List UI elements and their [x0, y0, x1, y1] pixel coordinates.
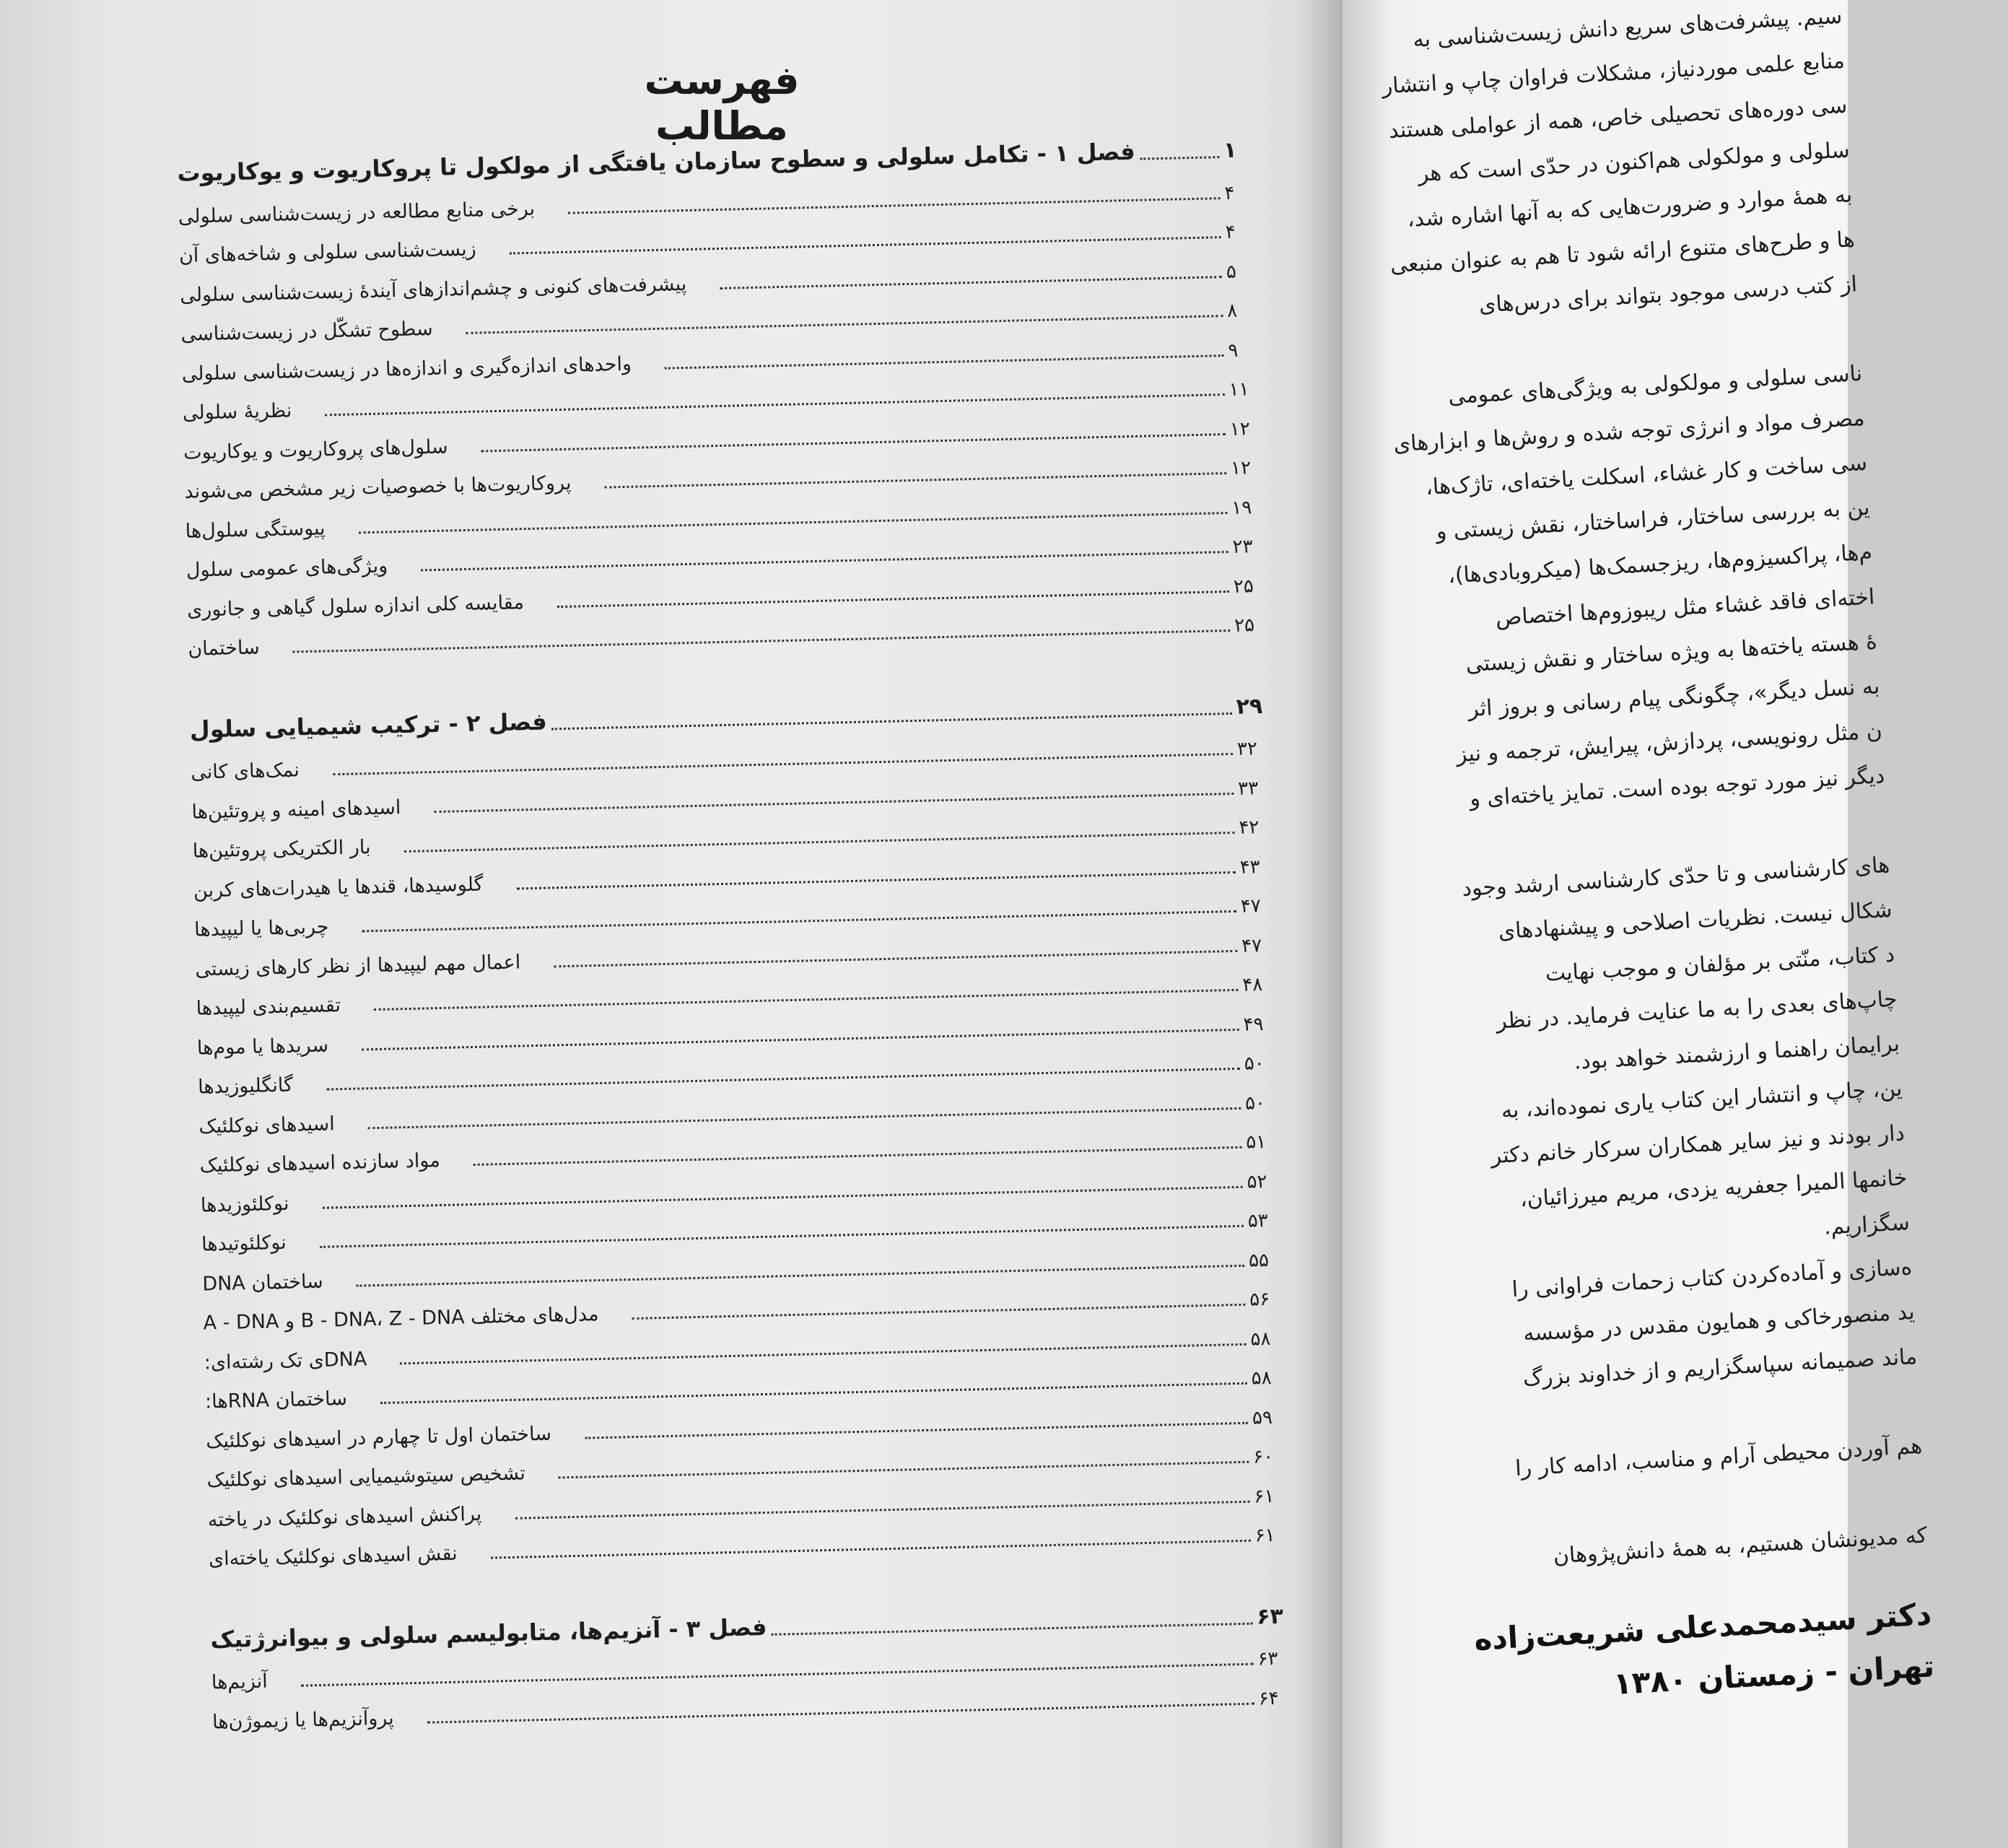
toc-page-number: ۴	[1224, 182, 1235, 204]
toc-page-number: ۱۲	[1230, 457, 1252, 479]
toc-page-number: ۵۶	[1249, 1289, 1270, 1311]
toc-entry-title: پیشرفت‌های کنونی و چشم‌اندازهای آیندهٔ زیست‌شناسی سلولی	[179, 272, 687, 307]
preface-line: شکال نیست. نظریات اصلاحی و پیشنهادهای	[1497, 897, 1893, 945]
toc-entry-title: سریدها یا موم‌ها	[196, 1033, 329, 1060]
toc-entry-title: ساختمان	[188, 636, 261, 661]
toc-dot-leader	[517, 871, 1236, 889]
toc-entry-title: اعمال مهم لیپیدها از نظر کارهای زیستی	[195, 950, 521, 981]
toc-dot-leader	[568, 197, 1220, 214]
toc-entry-title: ساختمان RNAها:	[204, 1387, 348, 1413]
preface-text	[1381, 0, 2008, 1845]
preface-line: ین به بررسی ساختار، فراساختار، نقش زیستی و	[1435, 494, 1871, 545]
signature-name: دکتر سیدمحمدعلی شریعت‌زاده	[1473, 1596, 1933, 1657]
toc-entry-title: مدل‌های مختلف B - DNA، Z - DNA و A - DNA	[203, 1303, 599, 1335]
toc-entry-title: سلول‌های پروکاریوت و یوکاریوت	[183, 435, 448, 464]
toc-page-number: ۶۱	[1254, 1485, 1275, 1508]
toc-entry-title: پراکنش اسیدهای نوکلئیک در یاخته	[207, 1502, 482, 1531]
preface-line: چاپ‌های بعدی را به ما عنایت فرماید. در نظر	[1496, 986, 1898, 1034]
toc-dot-leader	[515, 1500, 1249, 1519]
preface-line: سیم. پیشرفت‌های سریع دانش زیست‌شناسی به	[1412, 3, 1843, 53]
signature-place-date: تهران - زمستان ۱۳۸۰	[1612, 1648, 1936, 1701]
toc-dot-leader	[554, 949, 1237, 967]
toc-entry-title: سطوح تشکّل در زیست‌شناسی	[180, 317, 433, 346]
toc-page-number: ۲۹	[1236, 693, 1263, 720]
toc-entry-title: چربی‌ها یا لیپیدها	[193, 915, 329, 941]
preface-line: سی دوره‌های تحصیلی خاص، همه از عواملی هستند	[1388, 92, 1848, 144]
toc-entry-title: اسیدهای امینه و پروتئین‌ها	[191, 796, 401, 824]
toc-entry-title: ساختمان DNA	[202, 1270, 324, 1296]
toc-page-number: ۴۷	[1241, 934, 1262, 957]
preface-line: هم آوردن محیطی آرام و مناسب، ادامه کار را	[1514, 1433, 1923, 1482]
toc-entry-title: پیوستگی سلول‌ها	[185, 516, 326, 543]
preface-line: د کتاب، منّتی بر مؤلفان و موجب نهایت	[1544, 941, 1895, 987]
toc-dot-leader	[720, 276, 1222, 289]
toc-page-number: ۲۳	[1232, 536, 1253, 558]
toc-page-number: ۶۳	[1256, 1603, 1284, 1630]
toc-page-number: ۲۵	[1233, 575, 1254, 598]
toc-entry-title: زیست‌شناسی سلولی و شاخه‌های آن	[178, 237, 477, 267]
toc-page-number: ۶۰	[1252, 1445, 1274, 1468]
toc-entry-title: برخی منابع مطالعه در زیست‌شناسی سلولی	[178, 197, 536, 228]
preface-line: برایمان راهنما و ارزشمند خواهد بود.	[1573, 1031, 1900, 1075]
toc-entry-title: بار الکتریکی پروتئین‌ها	[192, 836, 371, 863]
toc-page-number: ۵۱	[1245, 1131, 1267, 1154]
toc-entry-title: پروآنزیم‌ها یا زیموژن‌ها	[211, 1707, 395, 1733]
toc-dot-leader	[557, 590, 1229, 608]
toc-entry-title: واحدهای اندازه‌گیری و اندازه‌ها در زیست‌شناسی سلولی	[181, 352, 632, 385]
toc-dot-leader	[665, 354, 1223, 370]
toc-chapter-title: فصل ۲ - ترکیب شیمیایی سلول	[189, 707, 548, 744]
toc-entry-title: DNAی تک رشته‌ای:	[204, 1347, 367, 1374]
toc-page-number: ۵۳	[1247, 1210, 1269, 1232]
toc-page-number: ۱۹	[1231, 496, 1252, 519]
preface-line: از کتب درسی موجود بتواند برای درس‌های	[1478, 271, 1858, 318]
toc-entry-title: ویژگی‌های عمومی سلول	[185, 554, 388, 582]
toc-page-number: ۵	[1226, 261, 1237, 283]
toc-page-number: ۴۸	[1242, 974, 1263, 996]
toc-page-number: ۵۰	[1244, 1052, 1265, 1075]
toc-entry-title: تقسیم‌بندی لیپیدها	[196, 994, 341, 1020]
preface-line: ماند صمیمانه سپاسگزاریم و از خداوند بزرگ	[1522, 1343, 1918, 1392]
toc-entry-title: آنزیم‌ها	[211, 1670, 269, 1694]
toc-page-number: ۱۲	[1229, 417, 1251, 440]
toc-entry-title: مواد سازنده اسیدهای نوکلئیک	[199, 1149, 441, 1177]
preface-line: دیگر نیز مورد توجه بوده است. تمایز یاخته‌ای و	[1469, 763, 1886, 812]
toc-entry-title: گلوسیدها، قندها یا هیدرات‌های کربن	[193, 873, 484, 902]
toc-dot-leader	[293, 629, 1230, 653]
preface-line: اخته‌ای فاقد غشاء مثل ریبوزوم‌ها اختصاص	[1495, 584, 1876, 631]
toc-page-number: ۵۹	[1252, 1406, 1273, 1429]
toc-dot-leader	[1140, 156, 1219, 160]
toc-entry-title: مقایسه کلی اندازه سلول گیاهی و جانوری	[186, 590, 525, 622]
preface-line: که مدیونشان هستیم، به همهٔ دانش‌پژوهان	[1553, 1522, 1928, 1569]
toc-page-number: ۶۱	[1254, 1524, 1275, 1547]
toc-page-number: ۲۵	[1234, 614, 1255, 637]
preface-line: سلولی و مولکولی هم‌اکنون در حدّی است که هر	[1417, 137, 1851, 187]
preface-line: م‌ها، پراکسیزوم‌ها، ریزجسمک‌ها (میکروبادی‌ها)،	[1447, 539, 1873, 589]
toc-dot-leader	[481, 433, 1226, 452]
toc-dot-leader	[473, 1146, 1242, 1166]
toc-page-number: ۳۳	[1237, 777, 1259, 800]
toc-page-number: ۱۱	[1228, 378, 1249, 401]
toc-title: فهرست مطالب	[644, 58, 800, 149]
preface-line: سی ساخت و کار غشاء، اسکلت یاخته‌ای، تاژک‌ها،	[1425, 450, 1868, 500]
toc-dot-leader	[559, 1461, 1249, 1479]
toc-dot-leader	[585, 1421, 1248, 1439]
preface-line: به همهٔ موارد و ضرورت‌هایی که به آنها اشاره شد،	[1406, 182, 1854, 232]
toc-page-number: ۴۷	[1240, 895, 1262, 918]
toc-page-number: ۵۵	[1248, 1249, 1270, 1272]
toc-page-number: ۵۰	[1244, 1091, 1266, 1115]
toc-chapter-title: فصل ۳ - آنزیم‌ها، متابولیسم سلولی و بیوانرژتیک	[210, 1613, 767, 1653]
toc-dot-leader	[427, 1702, 1254, 1723]
preface-line: های کارشناسی و تا حدّی کارشناسی ارشد وجود	[1461, 852, 1890, 902]
toc-dot-leader	[466, 315, 1223, 334]
preface-line: ید منصورخاکی و همایون مقدس در مؤسسه	[1522, 1299, 1916, 1347]
toc-entry-title: نوکلئوتیدها	[201, 1231, 287, 1256]
toc-page-number: ۵۸	[1251, 1367, 1272, 1390]
preface-line: ۀ هسته یاخته‌ها به ویژه ساختار و نقش زیستی	[1464, 629, 1878, 678]
toc-entry-title: نظریهٔ سلولی	[182, 399, 292, 424]
toc-dot-leader	[772, 1622, 1253, 1635]
toc-page-number: ۵۸	[1250, 1328, 1271, 1351]
toc-list	[173, 0, 1341, 1847]
preface-line: مصرف مواد و انرژی توجه شده و روش‌ها و ابزارهای	[1392, 405, 1866, 458]
toc-chapter-title: فصل ۱ - تکامل سلولی و سطوح سازمان یافتگی از مولکول تا پروکاریوت و یوکاریوت	[177, 137, 1136, 187]
preface-line: ه‌سازی و آماده‌کردن کتاب زحمات فراوانی را	[1511, 1255, 1913, 1303]
toc-entry-title: نمک‌های کانی	[190, 759, 300, 784]
toc-page-number: ۳۲	[1236, 738, 1258, 760]
toc-dot-leader	[632, 1304, 1246, 1320]
preface-line: به نسل دیگر»، چگونگی پیام رسانی و بروز اثر	[1467, 674, 1881, 723]
toc-entry-title: تشخیص سیتوشیمیایی اسیدهای نوکلئیک	[206, 1462, 526, 1492]
toc-page-number: ۴۹	[1243, 1013, 1264, 1036]
toc-page-number: ۵۲	[1247, 1170, 1267, 1193]
toc-entry-title: پروکاریوت‌ها با خصوصیات زیر مشخص می‌شوند	[184, 471, 572, 503]
toc-dot-leader	[551, 712, 1232, 729]
preface-line: دار بودند و نیز سایر همکاران سرکار خانم دکتر	[1490, 1120, 1906, 1169]
toc-page-number: ۱	[1223, 137, 1237, 164]
toc-entry-title: نقش اسیدهای نوکلئیک یاخته‌ای	[208, 1542, 458, 1571]
preface-line: ن مثل رونویسی، پردازش، پیرایش، ترجمه و نیز	[1456, 718, 1883, 768]
toc-page-number: ۹	[1228, 339, 1239, 362]
toc-page-number: ۴۲	[1239, 816, 1260, 839]
toc-page-number: ۶۴	[1258, 1687, 1280, 1709]
preface-line: ناسی سلولی و مولکولی به ویژگی‌های عمومی	[1447, 360, 1863, 410]
preface-line: سگزاریم.	[1823, 1210, 1911, 1240]
toc-dot-leader	[510, 236, 1221, 254]
preface-page	[1343, 0, 1936, 1848]
toc-page-number: ۶۳	[1257, 1647, 1278, 1670]
preface-line: ین، چاپ و انتشار این کتاب یاری نموده‌اند، به	[1500, 1076, 1903, 1124]
toc-page-number: ۴	[1225, 221, 1236, 244]
toc-page-number: ۴۳	[1239, 855, 1260, 879]
preface-line: منابع علمی موردنیاز، مشکلات فراوان چاپ و انتشار	[1381, 48, 1846, 100]
toc-dot-leader	[491, 1540, 1251, 1559]
toc-page-number: ۸	[1226, 300, 1238, 322]
preface-line: خانمها المیرا جعفریه یزدی، مریم میرزائیان،	[1519, 1165, 1908, 1213]
toc-entry-title: ساختمان اول تا چهارم در اسیدهای نوکلئیک	[205, 1422, 552, 1452]
toc-dot-leader	[605, 472, 1227, 489]
preface-line: ها و طرح‌های متنوع ارائه شود تا هم به عنوان منبعی	[1389, 227, 1856, 279]
toc-entry-title: نوکلئوزیدها	[200, 1192, 289, 1217]
toc-entry-title: گانگلیوزیدها	[197, 1073, 294, 1099]
toc-entry-title: اسیدهای نوکلئیک	[198, 1112, 336, 1138]
